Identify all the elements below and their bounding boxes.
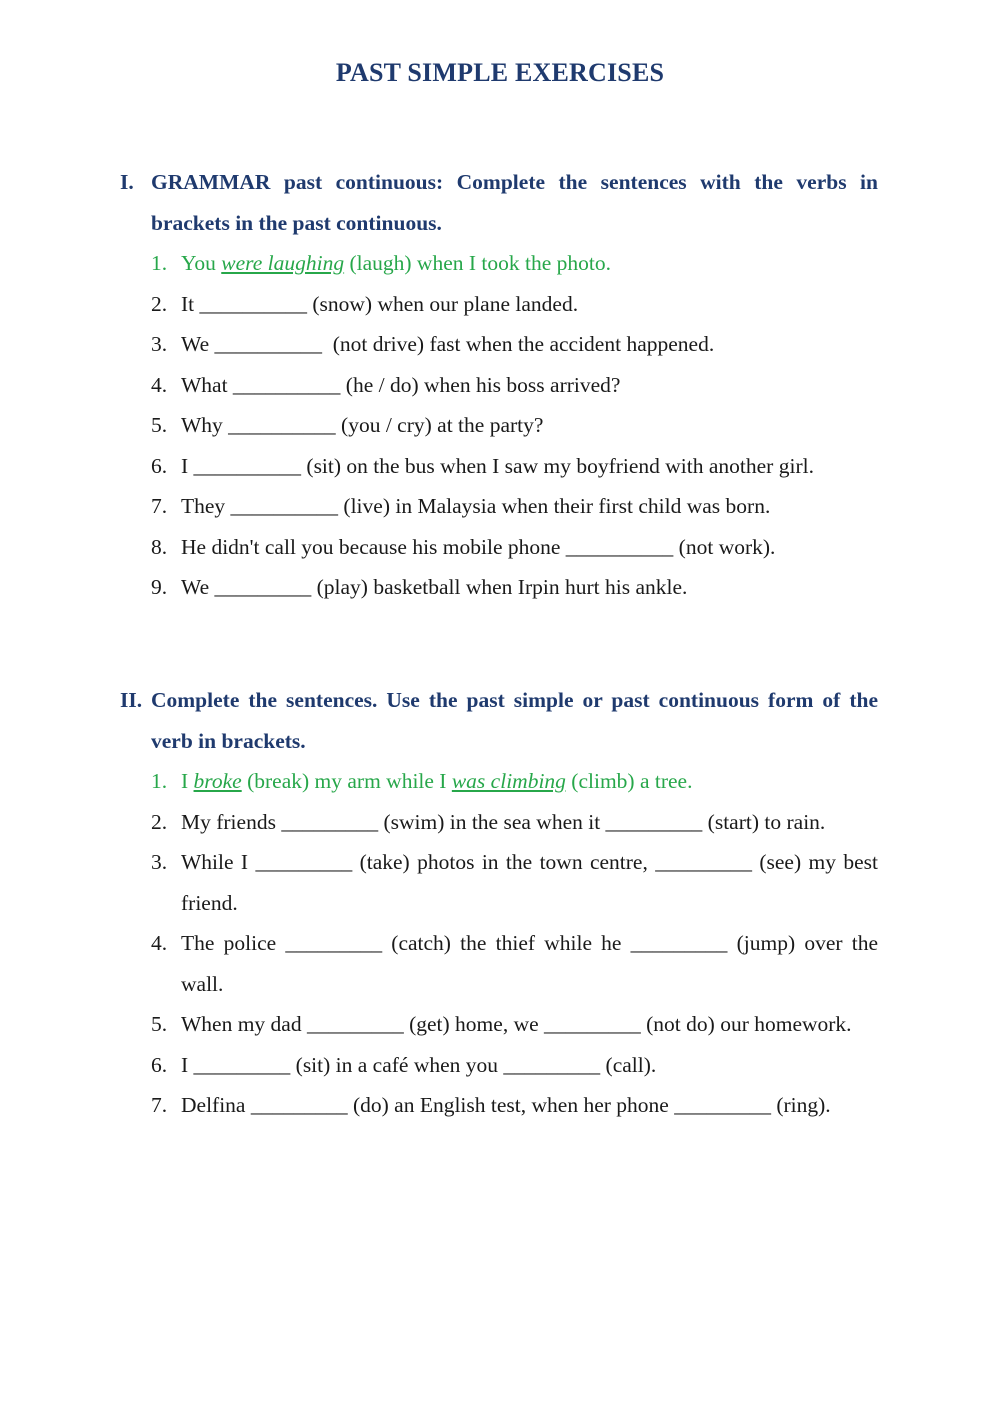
page-title: PAST SIMPLE EXERCISES bbox=[335, 58, 665, 87]
exercise-item bbox=[151, 1004, 878, 1045]
exercise-item bbox=[151, 405, 878, 446]
section-heading bbox=[120, 162, 878, 243]
item-number: 4. bbox=[151, 372, 168, 397]
exercise-item bbox=[151, 1045, 878, 1086]
item-text: It __________ (snow) when our plane landed. bbox=[181, 291, 579, 316]
item-text: My friends _________ (swim) in the sea when it _________ (start) to rain. bbox=[181, 809, 826, 834]
example-text-part: I bbox=[181, 769, 194, 793]
section-grammar-past-continuous bbox=[0, 162, 1000, 608]
example-item bbox=[151, 761, 878, 802]
section-number: II. bbox=[120, 688, 143, 712]
item-number: 3. bbox=[151, 850, 168, 874]
item-number: 3. bbox=[151, 332, 168, 356]
item-number: 6. bbox=[151, 453, 168, 478]
exercise-item bbox=[151, 802, 878, 843]
exercise-item bbox=[151, 324, 878, 365]
example-text-after: (laugh) when I took the photo. bbox=[344, 251, 611, 275]
item-number: 7. bbox=[151, 494, 168, 518]
item-number: 5. bbox=[151, 1012, 168, 1036]
exercise-item bbox=[151, 446, 878, 487]
example-answer: was climbing bbox=[451, 769, 566, 793]
item-text: Why __________ (you / cry) at the party? bbox=[181, 413, 544, 437]
item-number: 9. bbox=[151, 575, 168, 599]
exercise-item bbox=[151, 527, 878, 568]
item-text: I _________ (sit) in a café when you _________ (call). bbox=[181, 1052, 657, 1077]
example-text-part: (climb) a tree. bbox=[565, 769, 693, 793]
item-text: Delfina _________ (do) an English test, when her phone _________ (ring). bbox=[181, 1093, 831, 1117]
item-text: The police _________ (catch) the thief while he _________ (jump) over the wall. bbox=[181, 931, 878, 996]
item-number: 2. bbox=[151, 291, 168, 316]
exercise-item bbox=[151, 284, 878, 325]
item-text: We _________ (play) basketball when Irpin hurt his ankle. bbox=[181, 575, 688, 599]
exercise-item bbox=[151, 567, 878, 608]
item-number: 4. bbox=[151, 931, 168, 955]
exercise-item bbox=[151, 1085, 878, 1126]
item-number: 7. bbox=[151, 1093, 168, 1117]
exercise-item bbox=[151, 486, 878, 527]
example-item bbox=[151, 243, 878, 284]
item-text: While I _________ (take) photos in the town centre, _________ (see) my best friend. bbox=[181, 850, 878, 915]
item-text: They __________ (live) in Malaysia when their first child was born. bbox=[181, 494, 771, 518]
item-text: When my dad _________ (get) home, we _________ (not do) our homework. bbox=[181, 1012, 852, 1036]
item-text: We __________ (not drive) fast when the accident happened. bbox=[181, 332, 715, 356]
exercise-item bbox=[151, 365, 878, 406]
section-heading-text: Complete the sentences. Use the past simple or past continuous form of the verb in brackets. bbox=[151, 688, 878, 753]
example-answer: were laughing bbox=[221, 251, 345, 275]
section-past-simple-or-continuous bbox=[0, 680, 1000, 1126]
item-text: What __________ (he / do) when his boss arrived? bbox=[181, 372, 621, 397]
item-number: 8. bbox=[151, 534, 168, 559]
exercise-item bbox=[151, 923, 878, 1004]
example-answer: broke bbox=[193, 769, 242, 793]
example-text-before: You bbox=[181, 251, 222, 275]
exercise-item bbox=[151, 842, 878, 923]
item-number: 1. bbox=[151, 251, 168, 275]
section-heading bbox=[120, 680, 878, 761]
item-number: 6. bbox=[151, 1052, 168, 1077]
exercise-list bbox=[0, 243, 1000, 608]
section-heading-text: GRAMMAR past continuous: Complete the sentences with the verbs in brackets in the past continuous. bbox=[151, 170, 878, 235]
example-text-part: (break) my arm while I bbox=[241, 769, 452, 793]
item-text: He didn't call you because his mobile phone __________ (not work). bbox=[181, 534, 776, 559]
section-number: I. bbox=[120, 170, 134, 194]
exercise-list bbox=[0, 761, 1000, 1126]
item-number: 2. bbox=[151, 809, 168, 834]
item-number: 5. bbox=[151, 413, 168, 437]
item-text: I __________ (sit) on the bus when I saw my boyfriend with another girl. bbox=[181, 453, 814, 478]
item-number: 1. bbox=[151, 769, 168, 793]
